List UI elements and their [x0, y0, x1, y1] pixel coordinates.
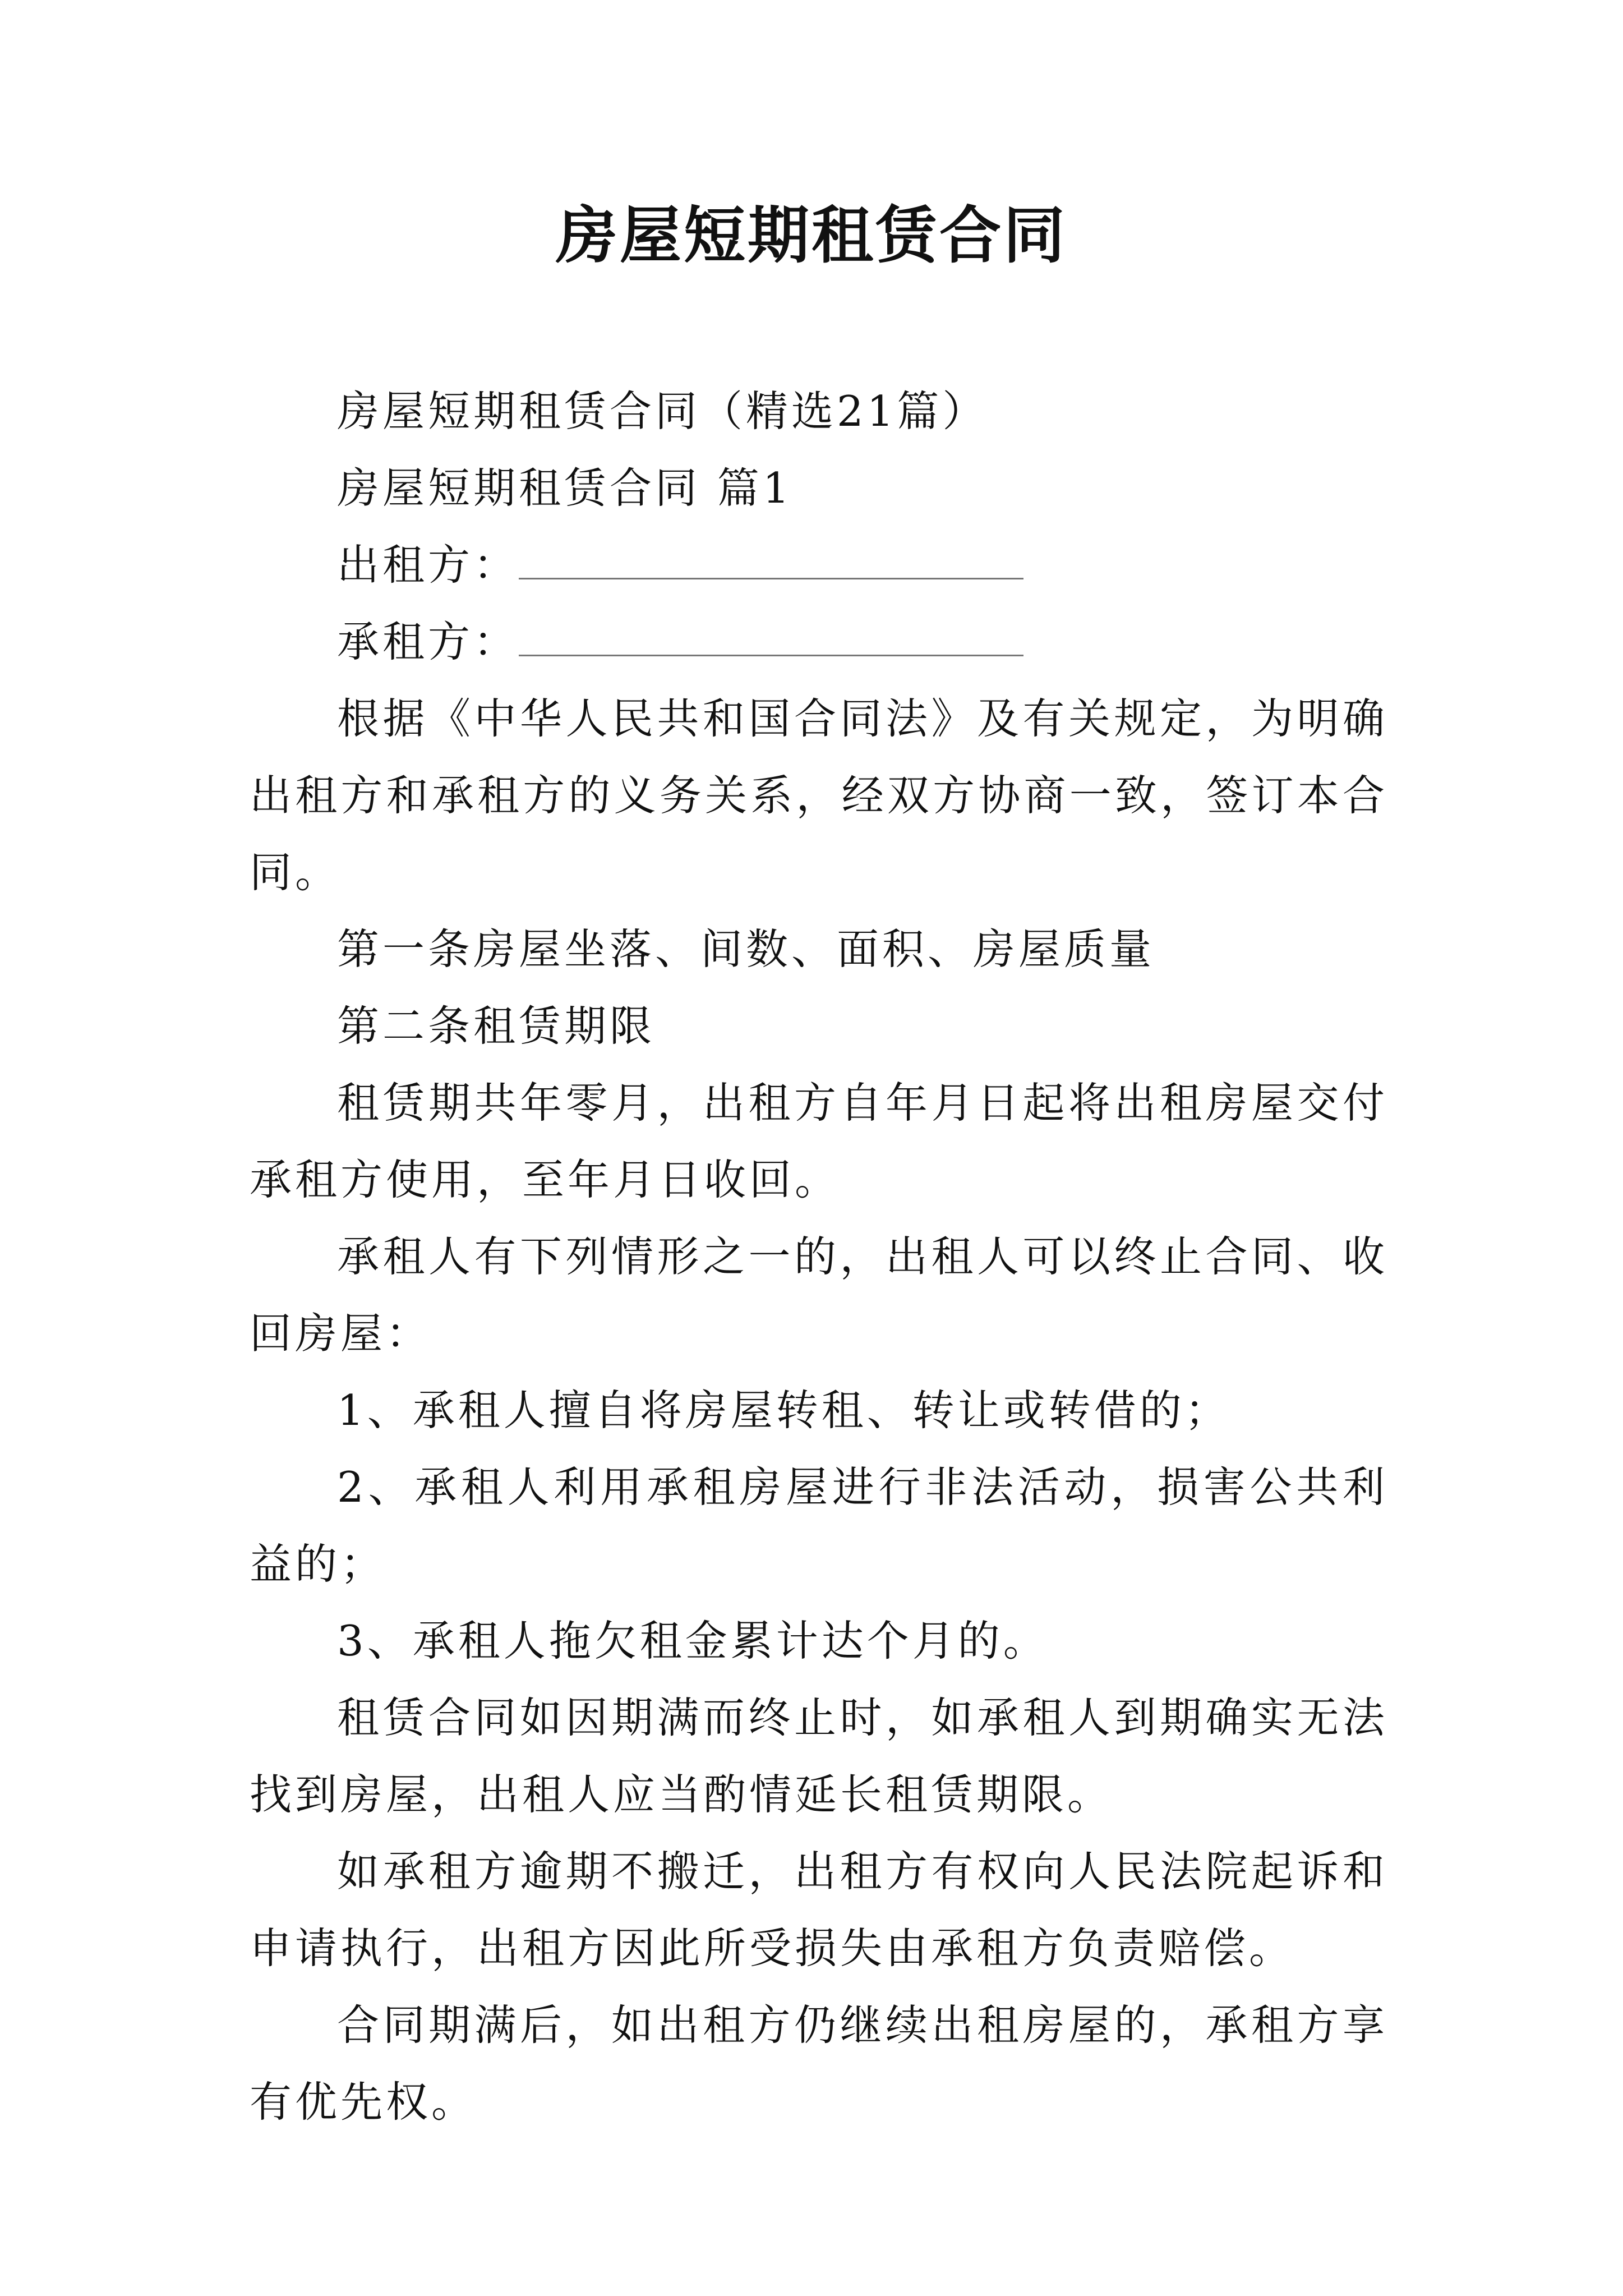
lessor-field: [250, 527, 1388, 604]
paragraph-overstay: 如承租方逾期不搬迁，出租方有权向人民法院起诉和申请执行，出租方因此所受损失由承租方负责赔偿。: [250, 1847, 1388, 1973]
paragraph-article-2: 第二条租赁期限: [337, 1001, 656, 1051]
list-item-3: 3、承租人拖欠租金累计达个月的。: [337, 1616, 1049, 1665]
lessee-label: 承租方：: [337, 617, 519, 666]
list-item-2: 2、承租人利用承租房屋进行非法活动，损害公共利益的；: [250, 1462, 1388, 1589]
lessee-field: [250, 604, 1388, 680]
paragraph-expiry: 租赁合同如因期满而终止时，如承租人到期确实无法找到房屋，出租人应当酌情延长租赁期限。: [250, 1693, 1388, 1819]
paragraph-lease-term: 租赁期共年零月，出租方自年月日起将出租房屋交付承租方使用，至年月日收回。: [250, 1078, 1388, 1204]
section-heading: 房屋短期租赁合同 篇1: [337, 463, 793, 513]
paragraph-priority: 合同期满后，如出租方仍继续出租房屋的，承租方享有优先权。: [250, 2000, 1388, 2127]
lessor-blank-line: [519, 542, 1023, 579]
document-body: [250, 373, 1388, 2141]
paragraph-article-1: 第一条房屋坐落、间数、面积、房屋质量: [337, 924, 1155, 974]
lessee-blank-line: [519, 619, 1023, 656]
paragraph-preamble: 根据《中华人民共和国合同法》及有关规定，为明确出租方和承租方的义务关系，经双方协商一致，签订本合同。: [250, 694, 1388, 897]
lessor-label: 出租方：: [337, 540, 519, 590]
document-title: 房屋短期租赁合同: [556, 199, 1067, 272]
list-item-1: 1、承租人擅自将房屋转租、转让或转借的；: [337, 1386, 1230, 1435]
paragraph-termination: 承租人有下列情形之一的，出租人可以终止合同、收回房屋：: [250, 1232, 1388, 1358]
document-subtitle: 房屋短期租赁合同（精选21篇）: [337, 386, 988, 436]
